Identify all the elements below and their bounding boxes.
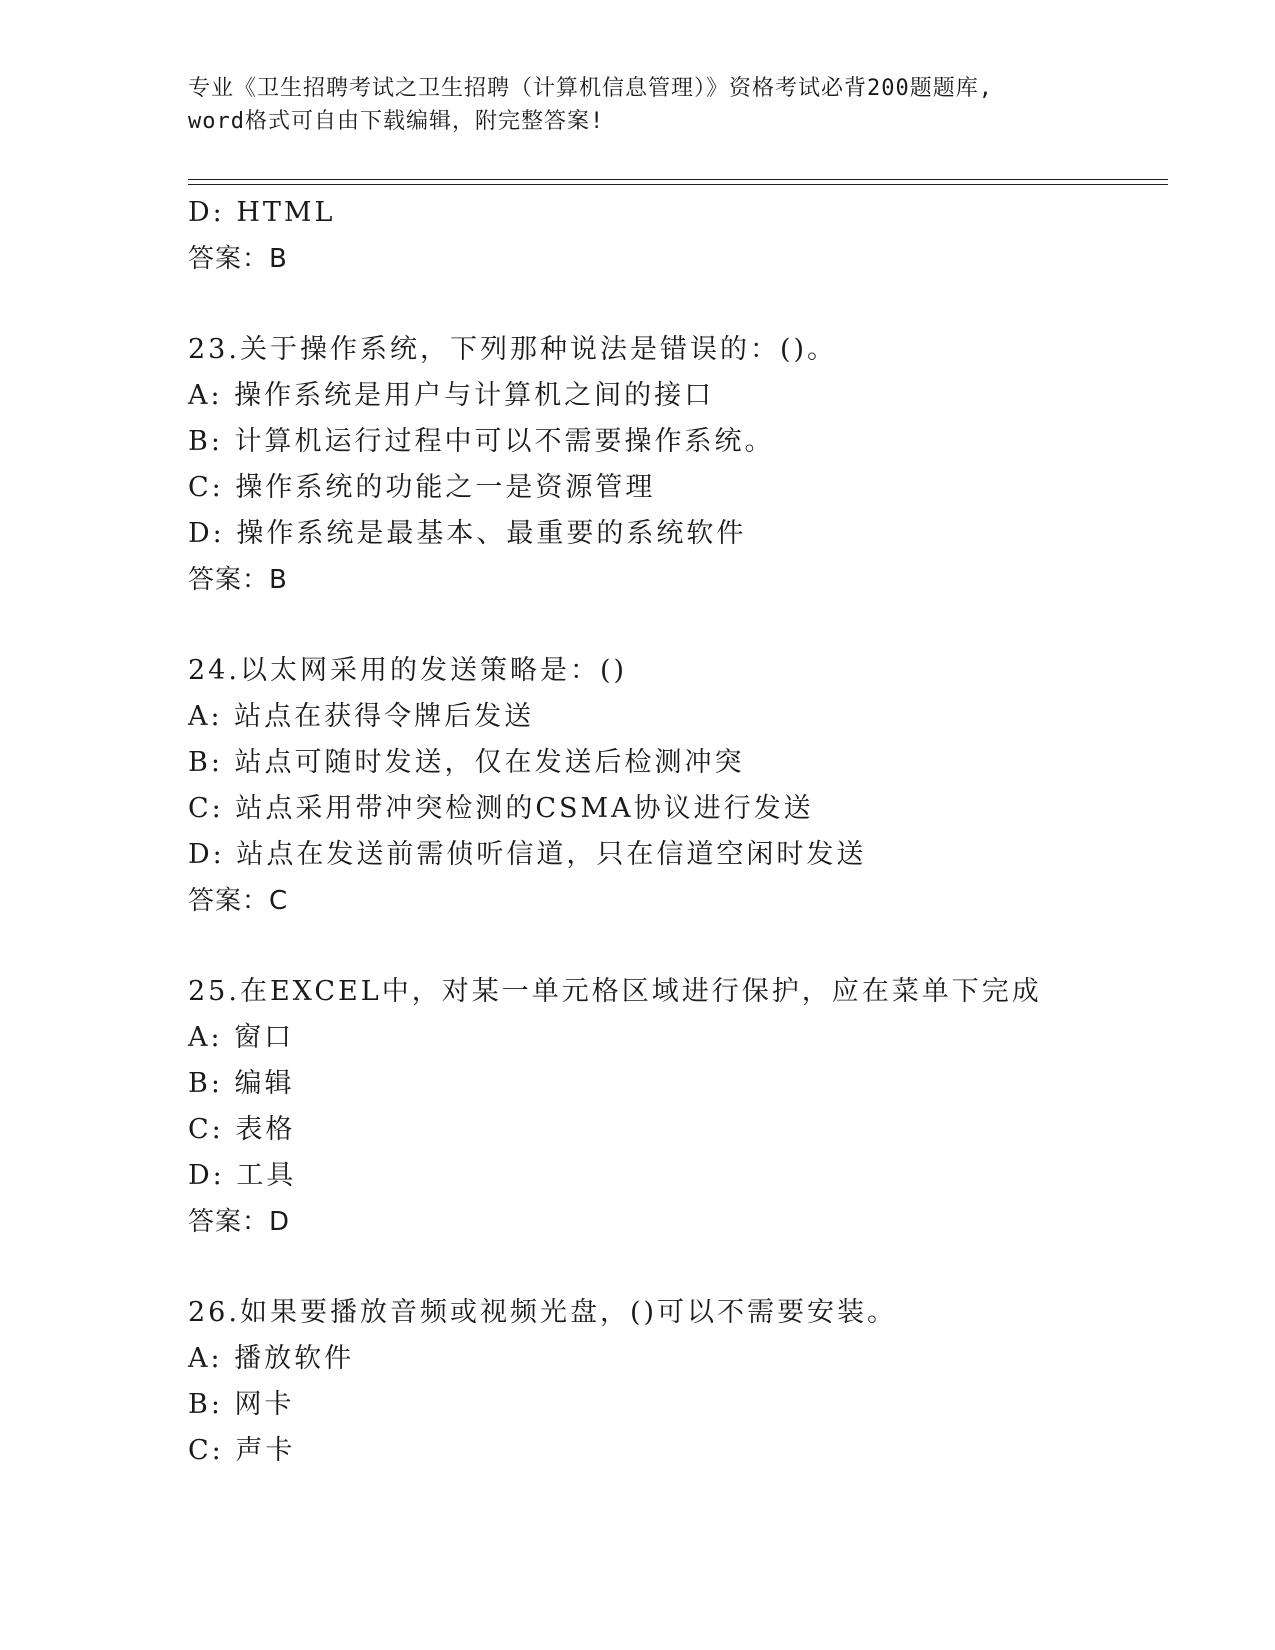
question-23 xyxy=(188,327,1168,603)
question-stem: 26.如果要播放音频或视频光盘，()可以不需要安装。 xyxy=(188,1297,898,1328)
spacer xyxy=(188,282,1168,327)
header-divider-top xyxy=(188,179,1168,180)
document-header xyxy=(188,72,1088,138)
option-c: C: 操作系统的功能之一是资源管理 xyxy=(188,472,656,503)
question-26 xyxy=(188,1290,1168,1474)
option-b: B: 计算机运行过程中可以不需要操作系统。 xyxy=(188,426,775,457)
question-stem: 24.以太网采用的发送策略是：() xyxy=(188,655,628,686)
question-24 xyxy=(188,648,1168,924)
option-b: B: 网卡 xyxy=(188,1389,295,1420)
answer: 答案：B xyxy=(188,565,288,595)
question-stem: 23.关于操作系统，下列那种说法是错误的：()。 xyxy=(188,334,838,365)
header-divider-bottom xyxy=(188,184,1168,185)
answer: 答案：D xyxy=(188,1207,291,1237)
option-b: B: 站点可随时发送，仅在发送后检测冲突 xyxy=(188,747,745,778)
answer-prev: 答案：B xyxy=(188,244,288,274)
spacer xyxy=(188,924,1168,969)
option-a: A: 播放软件 xyxy=(188,1343,355,1374)
option-c: C: 声卡 xyxy=(188,1435,296,1466)
option-a: A: 操作系统是用户与计算机之间的接口 xyxy=(188,380,715,411)
option-a: A: 窗口 xyxy=(188,1022,295,1053)
option-d: D: 站点在发送前需侦听信道，只在信道空闲时发送 xyxy=(188,839,867,870)
spacer xyxy=(188,603,1168,648)
spacer xyxy=(188,1245,1168,1290)
option-c: C: 表格 xyxy=(188,1114,296,1145)
option-b: B: 编辑 xyxy=(188,1068,295,1099)
option-a: A: 站点在获得令牌后发送 xyxy=(188,701,535,732)
header-line-2: word格式可自由下载编辑，附完整答案! xyxy=(188,109,605,134)
answer: 答案：C xyxy=(188,886,289,916)
document-body xyxy=(188,190,1168,1474)
option-d: D: 工具 xyxy=(188,1160,297,1191)
option-d: D: 操作系统是最基本、最重要的系统软件 xyxy=(188,518,747,549)
question-stem: 25.在EXCEL中，对某一单元格区域进行保护，应在菜单下完成 xyxy=(188,976,1042,1007)
option-c: C: 站点采用带冲突检测的CSMA协议进行发送 xyxy=(188,793,814,824)
header-line-1: 专业《卫生招聘考试之卫生招聘（计算机信息管理）》资格考试必背200题题库, xyxy=(188,76,993,101)
option-d-prev: D: HTML xyxy=(188,197,336,228)
question-25 xyxy=(188,969,1168,1245)
